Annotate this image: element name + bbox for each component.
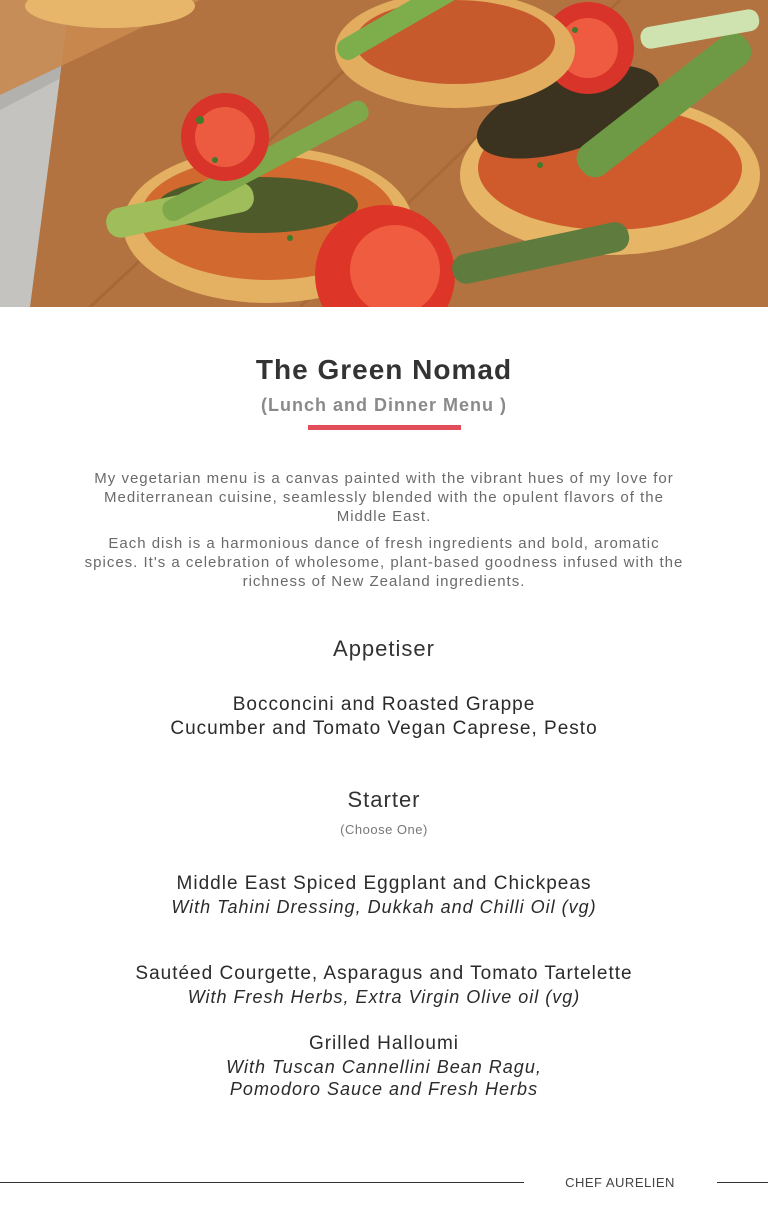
starter-note: (Choose One) [340, 822, 428, 837]
menu-title: The Green Nomad [255, 354, 513, 385]
appetiser-line-2: Cucumber and Tomato Vegan Caprese, Pesto [170, 718, 598, 739]
tartelettes-illustration [0, 0, 768, 307]
hero-food-photo [0, 0, 768, 307]
footer-rule-left [0, 1182, 524, 1183]
chef-signature: CHEF AURELIEN [565, 1175, 675, 1190]
menu-subtitle: (Lunch and Dinner Menu ) [261, 395, 507, 415]
starter-dish-3-detail-1: With Tuscan Cannellini Bean Ragu, [226, 1057, 542, 1077]
starter-dish-1-detail: With Tahini Dressing, Dukkah and Chilli Oil (vg) [171, 897, 597, 917]
title-accent-rule [308, 425, 461, 430]
appetiser-heading: Appetiser [333, 636, 435, 661]
starter-dish-3-name: Grilled Halloumi [308, 1033, 460, 1054]
starter-dish-3-detail-2: Pomodoro Sauce and Fresh Herbs [229, 1079, 539, 1099]
appetiser-line-1: Bocconcini and Roasted Grappe [232, 694, 536, 715]
footer-rule-right [717, 1182, 768, 1183]
starter-dish-2-detail: With Fresh Herbs, Extra Virgin Olive oil (vg) [187, 987, 581, 1007]
starter-dish-2-name: Sautéed Courgette, Asparagus and Tomato Tartelette [135, 963, 633, 984]
intro-paragraph-2: Each dish is a harmonious dance of fresh ingredients and bold, aromatic spices. It's a celebration of wholesome, plant-based goodness infused with the richness of New Zealand ingredients. [84, 535, 684, 590]
intro-paragraph-1: My vegetarian menu is a canvas painted with the vibrant hues of my love for Mediterranean cuisine, seamlessly blended with the opulent flavors of the Middle East. [94, 470, 674, 525]
starter-heading: Starter [347, 787, 421, 812]
starter-dish-1-name: Middle East Spiced Eggplant and Chickpeas [176, 873, 592, 894]
